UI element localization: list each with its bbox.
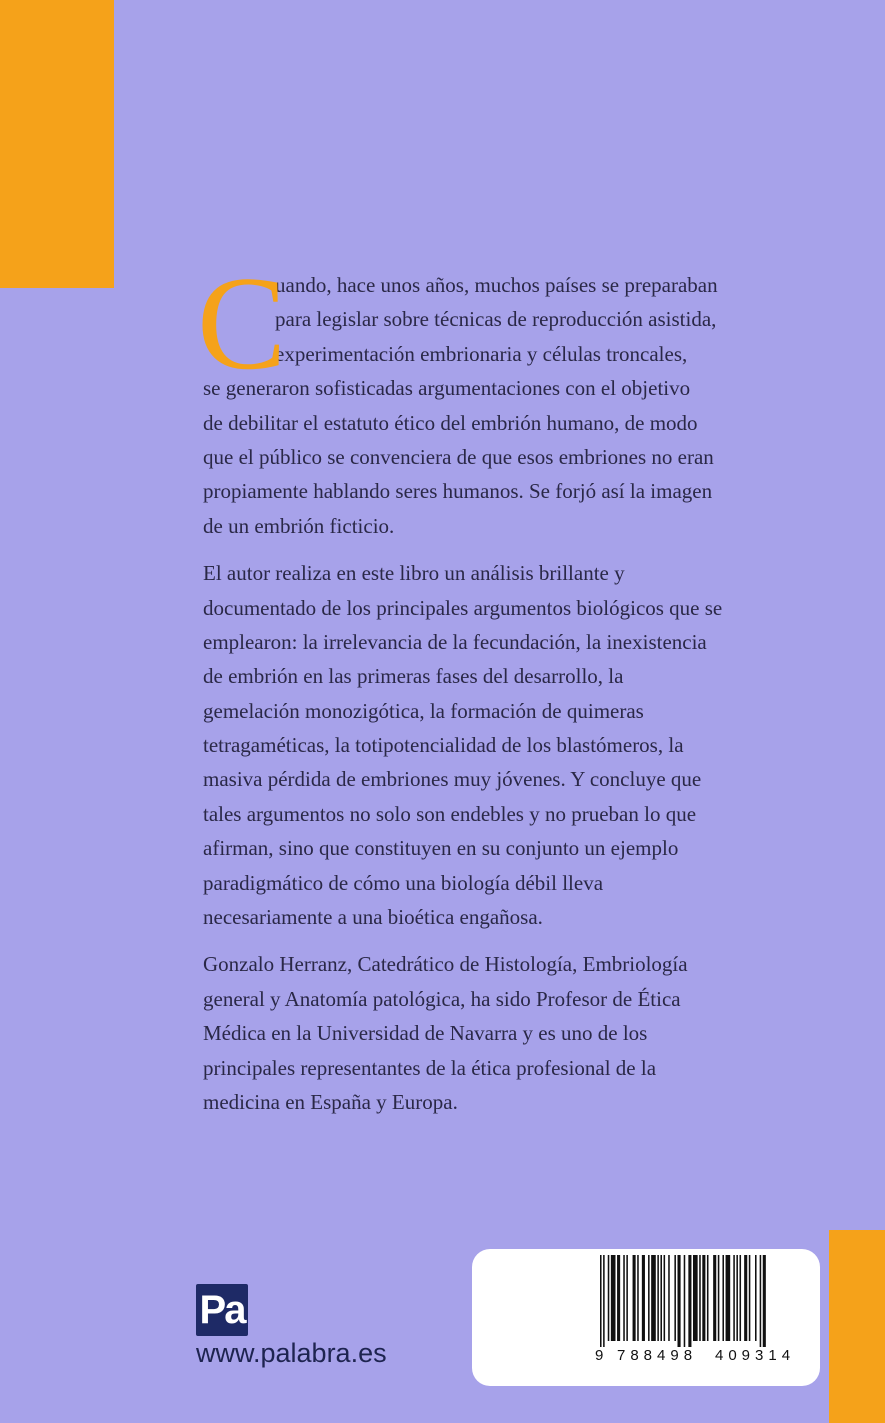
orange-accent-block-bottom <box>829 1230 885 1423</box>
text-line: gemelación monozigótica, la formación de quimeras <box>203 698 644 723</box>
text-line: Gonzalo Herranz, Catedrático de Histología, Embriología <box>203 952 688 977</box>
publisher-logo: Pa <box>196 1284 248 1336</box>
text-line: general y Anatomía patológica, ha sido Profesor de Ética <box>203 986 681 1011</box>
text-line: propiamente hablando seres humanos. Se forjó así la imagen <box>203 479 713 504</box>
text-line: medicina en España y Europa. <box>203 1089 458 1114</box>
text-line: Médica en la Universidad de Navarra y es uno de los <box>203 1021 648 1046</box>
text-line: principales representantes de la ética profesional de la <box>203 1055 657 1080</box>
text-line: tetragaméticas, la totipotencialidad de los blastómeros, la <box>203 733 684 758</box>
text-line: masiva pérdida de embriones muy jóvenes. Y concluye que <box>203 767 702 792</box>
text-line: tales argumentos no solo son endebles y no prueban lo que <box>203 801 697 826</box>
barcode-icon <box>598 1255 812 1347</box>
text-line: de embrión en las primeras fases del desarrollo, la <box>203 664 624 689</box>
text-line: para legislar sobre técnicas de reproducción asistida, <box>275 307 717 332</box>
barcode-digits-left: 788498 <box>617 1347 698 1364</box>
author-analysis-paragraph <box>203 556 858 934</box>
barcode-digit-prefix: 9 <box>595 1347 604 1364</box>
text-line: que el público se convenciera de que esos embriones no eran <box>203 444 714 469</box>
intro-paragraph <box>203 268 858 543</box>
orange-accent-block-top <box>0 0 114 288</box>
text-line: uando, hace unos años, muchos países se preparaban <box>275 273 718 297</box>
text-line: se generaron sofisticadas argumentaciones con el objetivo <box>203 376 691 401</box>
text-line: afirman, sino que constituyen en su conjunto un ejemplo <box>203 836 679 861</box>
text-line: documentado de los principales argumentos biológicos que se <box>203 595 723 620</box>
publisher-website[interactable]: www.palabra.es <box>196 1338 387 1368</box>
barcode-label <box>472 1249 820 1386</box>
synopsis-text <box>197 249 858 1132</box>
text-line: emplearon: la irrelevancia de la fecundación, la inexistencia <box>203 629 707 654</box>
author-bio-paragraph <box>203 947 858 1119</box>
text-line: de un embrión ficticio. <box>203 513 395 538</box>
drop-cap: C <box>197 249 287 397</box>
text-line: paradigmático de cómo una biología débil lleva <box>203 870 604 895</box>
text-line: experimentación embrionaria y células troncales, <box>275 341 688 366</box>
barcode-digits-right: 409314 <box>715 1347 796 1364</box>
text-line: de debilitar el estatuto ético del embrión humano, de modo <box>203 410 698 435</box>
text-line: El autor realiza en este libro un análisis brillante y <box>203 561 625 586</box>
text-line: necesariamente a una bioética engañosa. <box>203 905 543 930</box>
